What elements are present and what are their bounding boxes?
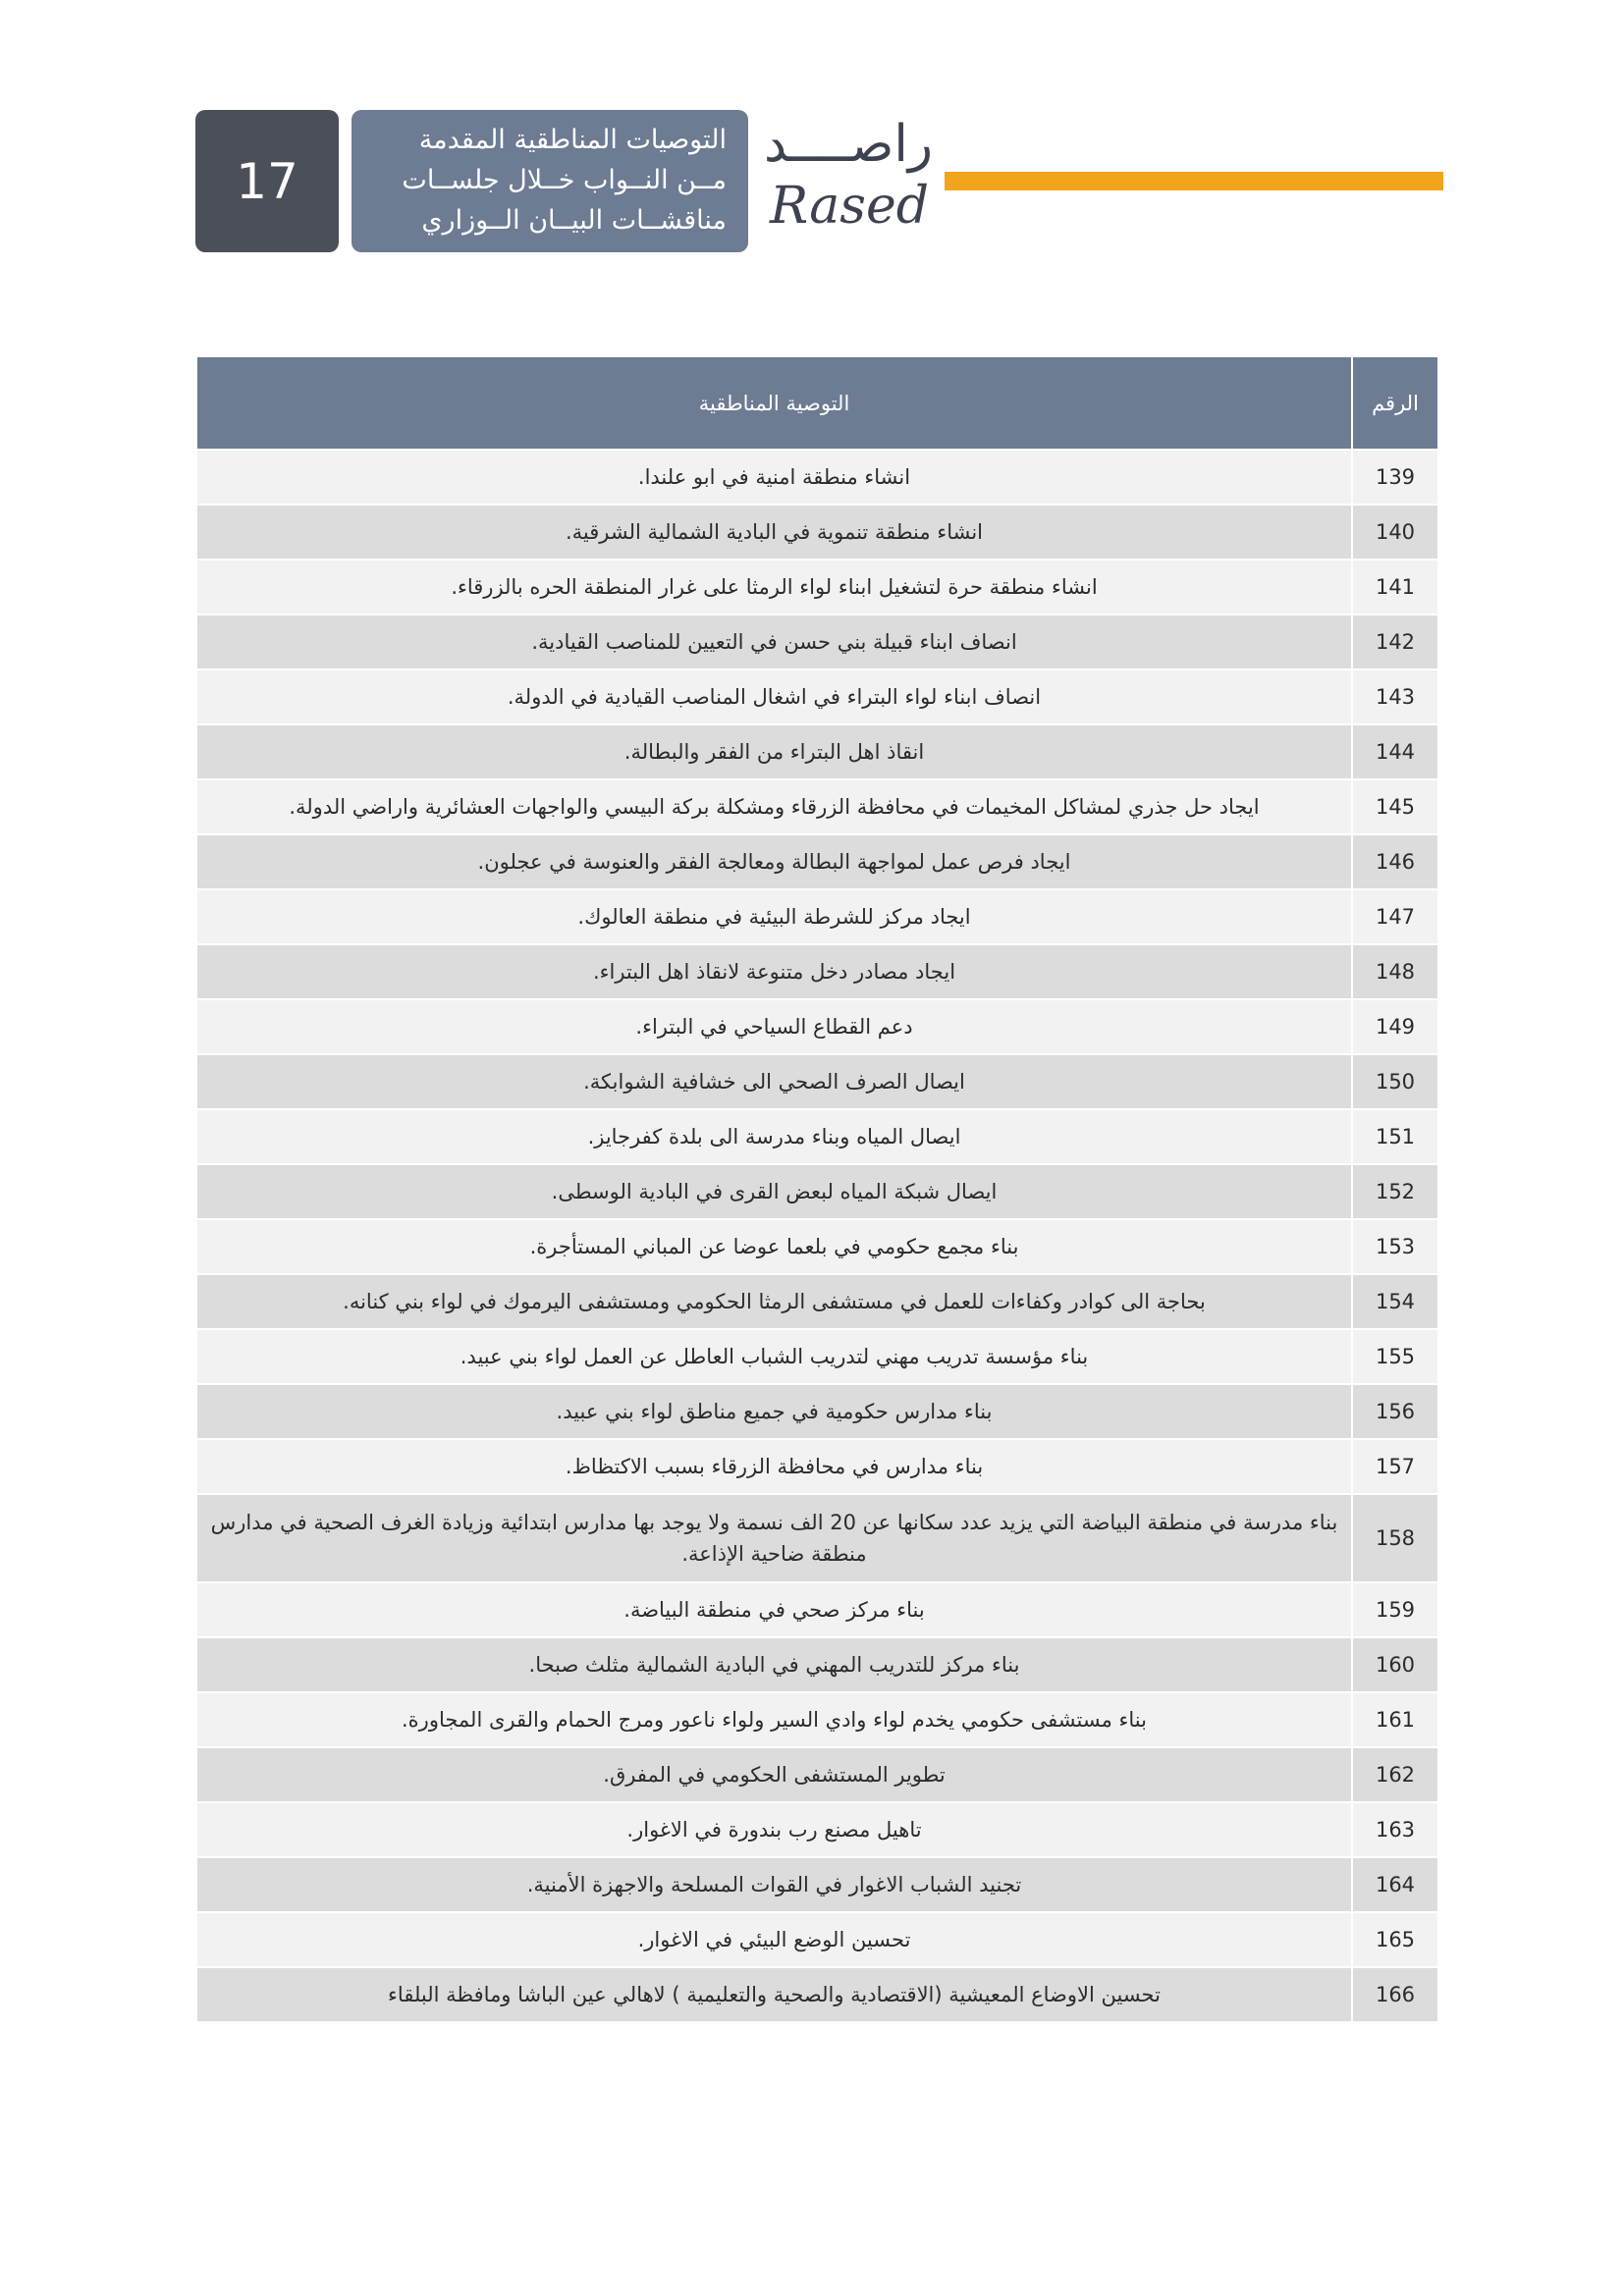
column-header-recommendation: التوصية المناطقية <box>196 356 1352 450</box>
row-recommendation: انشاء منطقة امنية في ابو علندا. <box>196 450 1352 505</box>
table-row <box>196 834 1438 889</box>
table-row <box>196 999 1438 1054</box>
row-number: 142 <box>1352 614 1438 669</box>
row-recommendation: انقاذ اهل البتراء من الفقر والبطالة. <box>196 724 1352 779</box>
row-number: 152 <box>1352 1164 1438 1219</box>
table-row <box>196 1439 1438 1494</box>
page-header <box>0 0 1624 265</box>
row-number: 143 <box>1352 669 1438 724</box>
row-recommendation: ايجاد مركز للشرطة البيئية في منطقة العالوك. <box>196 889 1352 944</box>
table-body <box>196 450 1438 2022</box>
row-recommendation: بناء مدارس حكومية في جميع مناطق لواء بني عبيد. <box>196 1384 1352 1439</box>
row-number: 149 <box>1352 999 1438 1054</box>
section-title-line-2: مــن النــواب خــلال جلســات <box>402 165 727 195</box>
row-recommendation: تاهيل مصنع رب بندورة في الاغوار. <box>196 1802 1352 1857</box>
section-title-line-3: مناقشــات البيــان الــوزاري <box>421 205 727 236</box>
page-number-box <box>195 110 339 252</box>
row-recommendation: ايصال الصرف الصحي الى خشافية الشوابكة. <box>196 1054 1352 1109</box>
row-number: 164 <box>1352 1857 1438 1912</box>
row-number: 160 <box>1352 1637 1438 1692</box>
table-header-row <box>196 356 1438 450</box>
row-recommendation: انصاف ابناء لواء البتراء في اشغال المناصب القيادية في الدولة. <box>196 669 1352 724</box>
row-recommendation: تحسين الاوضاع المعيشية (الاقتصادية والصحية والتعليمية ) لاهالي عين الباشا ومافظة البلقاء <box>196 1967 1352 2022</box>
table-row <box>196 1747 1438 1802</box>
table-row <box>196 1054 1438 1109</box>
table-row <box>196 889 1438 944</box>
table-row <box>196 614 1438 669</box>
row-number: 144 <box>1352 724 1438 779</box>
row-recommendation: بحاجة الى كوادر وكفاءات للعمل في مستشفى الرمثا الحكومي ومستشفى اليرموك في لواء بني كنانه. <box>196 1274 1352 1329</box>
row-number: 162 <box>1352 1747 1438 1802</box>
table-row <box>196 1109 1438 1164</box>
recommendations-table <box>195 355 1439 2023</box>
row-recommendation: تحسين الوضع البيئي في الاغوار. <box>196 1912 1352 1967</box>
row-recommendation: ايصال المياه وبناء مدرسة الى بلدة كفرجايز. <box>196 1109 1352 1164</box>
row-number: 140 <box>1352 505 1438 560</box>
column-header-number: الرقم <box>1352 356 1438 450</box>
row-recommendation: بناء مؤسسة تدريب مهني لتدريب الشباب العاطل عن العمل لواء بني عبيد. <box>196 1329 1352 1384</box>
table-row <box>196 1582 1438 1637</box>
row-number: 151 <box>1352 1109 1438 1164</box>
row-number: 166 <box>1352 1967 1438 2022</box>
row-recommendation: انشاء منطقة تنموية في البادية الشمالية الشرقية. <box>196 505 1352 560</box>
logo-arabic: راصــــد <box>764 115 933 174</box>
row-number: 163 <box>1352 1802 1438 1857</box>
row-recommendation: دعم القطاع السياحي في البتراء. <box>196 999 1352 1054</box>
row-number: 147 <box>1352 889 1438 944</box>
table-row <box>196 505 1438 560</box>
row-recommendation: ايجاد مصادر دخل متنوعة لانقاذ اهل البتراء. <box>196 944 1352 999</box>
row-number: 150 <box>1352 1054 1438 1109</box>
row-number: 154 <box>1352 1274 1438 1329</box>
table-row <box>196 944 1438 999</box>
row-number: 153 <box>1352 1219 1438 1274</box>
table-row <box>196 450 1438 505</box>
row-number: 158 <box>1352 1494 1438 1582</box>
table-row <box>196 1912 1438 1967</box>
table-row <box>196 724 1438 779</box>
row-number: 157 <box>1352 1439 1438 1494</box>
page-number: 17 <box>236 152 298 210</box>
table-row <box>196 1857 1438 1912</box>
row-recommendation: ايجاد فرص عمل لمواجهة البطالة ومعالجة الفقر والعنوسة في عجلون. <box>196 834 1352 889</box>
table-row <box>196 1494 1438 1582</box>
row-recommendation: بناء مجمع حكومي في بلعما عوضا عن المباني المستأجرة. <box>196 1219 1352 1274</box>
table-row <box>196 669 1438 724</box>
row-recommendation: تطوير المستشفى الحكومي في المفرق. <box>196 1747 1352 1802</box>
table-row <box>196 1802 1438 1857</box>
row-recommendation: ايصال شبكة المياه لبعض القرى في البادية الوسطى. <box>196 1164 1352 1219</box>
table-row <box>196 1274 1438 1329</box>
accent-bar <box>945 172 1443 190</box>
row-number: 159 <box>1352 1582 1438 1637</box>
table-row <box>196 1164 1438 1219</box>
row-number: 148 <box>1352 944 1438 999</box>
row-number: 155 <box>1352 1329 1438 1384</box>
table-row <box>196 1967 1438 2022</box>
row-recommendation: تجنيد الشباب الاغوار في القوات المسلحة والاجهزة الأمنية. <box>196 1857 1352 1912</box>
row-number: 156 <box>1352 1384 1438 1439</box>
row-number: 141 <box>1352 560 1438 614</box>
table-row <box>196 1692 1438 1747</box>
table-row <box>196 1384 1438 1439</box>
row-number: 165 <box>1352 1912 1438 1967</box>
row-recommendation: بناء مدرسة في منطقة البياضة التي يزيد عدد سكانها عن 20 الف نسمة ولا يوجد بها مدارس ابتدائية وزيادة الغرف الصحية في مدارس منطقة ضاحية الإذاعة. <box>196 1494 1352 1582</box>
logo-latin: Rased <box>769 177 930 236</box>
row-recommendation: بناء مستشفى حكومي يخدم لواء وادي السير ولواء ناعور ومرج الحمام والقرى المجاورة. <box>196 1692 1352 1747</box>
row-recommendation: انشاء منطقة حرة لتشغيل ابناء لواء الرمثا على غرار المنطقة الحره بالزرقاء. <box>196 560 1352 614</box>
table-row <box>196 560 1438 614</box>
row-recommendation: بناء مركز للتدريب المهني في البادية الشمالية مثلث صبحا. <box>196 1637 1352 1692</box>
row-recommendation: بناء مدارس في محافظة الزرقاء بسبب الاكتظاظ. <box>196 1439 1352 1494</box>
row-number: 161 <box>1352 1692 1438 1747</box>
section-title-box <box>352 110 748 252</box>
recommendations-table-wrapper <box>195 355 1439 2023</box>
table-row <box>196 1637 1438 1692</box>
table-row <box>196 1329 1438 1384</box>
section-title-line-1: التوصيات المناطقية المقدمة <box>418 125 727 155</box>
table-row <box>196 1219 1438 1274</box>
row-number: 146 <box>1352 834 1438 889</box>
row-recommendation: بناء مركز صحي في منطقة البياضة. <box>196 1582 1352 1637</box>
row-recommendation: ايجاد حل جذري لمشاكل المخيمات في محافظة الزرقاء ومشكلة بركة البيسي والواجهات العشائرية واراضي الدولة. <box>196 779 1352 834</box>
row-number: 145 <box>1352 779 1438 834</box>
table-row <box>196 779 1438 834</box>
row-recommendation: انصاف ابناء قبيلة بني حسن في التعيين للمناصب القيادية. <box>196 614 1352 669</box>
row-number: 139 <box>1352 450 1438 505</box>
